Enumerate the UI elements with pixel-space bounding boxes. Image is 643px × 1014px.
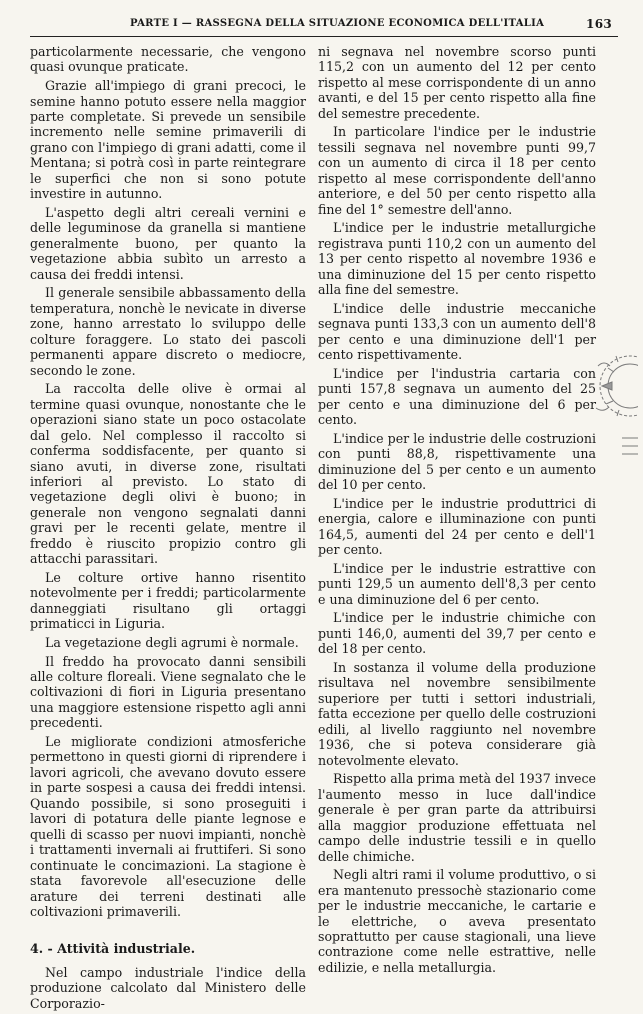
paragraph: Il freddo ha provocato danni sensibili alle colture floreali. Viene segnalato che le coltivazioni di fiori in Liguria presentano una maggiore estensione rispetto agli anni precedenti.: [30, 653, 306, 731]
right-column: [318, 44, 596, 979]
paragraph: In particolare l'indice per le industrie tessili segnava nel novembre punti 99,7 con un aumento di circa il 18 per cento rispetto al mese corrispondente dell'anno anteriore, e del 50 per cento rispetto alla fine del 1° semestre dell'anno.: [318, 124, 596, 217]
page-number: 163: [586, 17, 612, 31]
paragraph: L'indice per l'industria cartaria con punti 157,8 segnava un aumento del 25 per cento e una diminuzione del 6 per cento.: [318, 365, 596, 428]
paragraph: Grazie all'impiego di grani precoci, le semine hanno potuto essere nella maggior parte completate. Si prevede un sensibile incremento nelle semine primaverili di grano con l'impiego di grani adatti, come il Mentana; si potrà così in parte reintegrare le superfici che non si sono potute investire in autunno.: [30, 78, 306, 202]
paragraph: Negli altri rami il volume produttivo, o si era mantenuto pressochè stazionario come per le industrie meccaniche, le cartarie e le elettriche, o aveva presentato soprattutto per cause stagionali, una lieve contrazione come nelle estrattive, nelle edilizie, e nella metallurgia.: [318, 867, 596, 975]
paragraph: Le migliorate condizioni atmosferiche permettono in questi giorni di riprendere i lavori agricoli, che avevano dovuto essere in parte sospesi a causa dei freddi intensi. Quando possibile, si sono proseguiti i lavori di potatura delle piante legnose e quelli di scasso per nuovi impianti, nonchè i trattamenti invernali ai fruttiferi. Si sono continuate le concimazioni. La stagione è stata favorevole all'esecuzione delle arature dei terreni destinati alle coltivazioni primaverili.: [30, 733, 306, 919]
paragraph: L'indice delle industrie meccaniche segnava punti 133,3 con un aumento dell'8 per cento e una diminuzione dell'1 per cento rispettivamente.: [318, 300, 596, 363]
paragraph: particolarmente necessarie, che vengono quasi ovunque praticate.: [30, 44, 306, 75]
left-column: [30, 44, 306, 1014]
paragraph: L'indice per le industrie metallurgiche registrava punti 110,2 con un aumento del 13 per cento rispetto al novembre 1936 e una diminuzione del 15 per cento rispetto alla fine del semestre.: [318, 220, 596, 298]
paragraph: Rispetto alla prima metà del 1937 invece l'aumento messo in luce dall'indice generale è per gran parte da attribuirsi alla maggior produzione effettuata nel campo delle industrie tessili e in quello delle chimiche.: [318, 771, 596, 864]
paragraph: L'indice per le industrie delle costruzioni con punti 88,8, rispettivamente una diminuzione del 5 per cento e un aumento del 10 per cento.: [318, 430, 596, 493]
paragraph: L'indice per le industrie chimiche con punti 146,0, aumenti del 39,7 per cento e del 18 per cento.: [318, 610, 596, 657]
left-paragraphs-after-heading: [30, 965, 306, 1011]
paragraph: Il generale sensibile abbassamento della temperatura, nonchè le nevicate in diverse zone, hanno arrestato lo sviluppo delle colture foraggere. Lo stato dei pascoli permanenti appare discreto o mediocre, secondo le zone.: [30, 285, 306, 378]
right-paragraphs: [318, 44, 596, 975]
running-header-title: PARTE I — RASSEGNA DELLA SITUAZIONE ECONOMICA DELL'ITALIA: [130, 18, 545, 29]
paragraph: ni segnava nel novembre scorso punti 115,2 con un aumento del 12 per cento rispetto al mese corrispondente di un anno avanti, e del 15 per cento rispetto alla fine del semestre precedente.: [318, 44, 596, 121]
paragraph: L'indice per le industrie estrattive con punti 129,5 un aumento dell'8,3 per cento e una diminuzione del 6 per cento.: [318, 560, 596, 607]
paragraph: La raccolta delle olive è ormai al termine quasi ovunque, nonostante che le operazioni siano state un poco ostacolate dal gelo. Nel complesso il raccolto si conferma soddisfacente, per quanto si siano avuti, in diverse zone, risultati inferiori al previsto. Lo stato di vegetazione degli olivi è buono; in generale non vengono segnalati danni gravi per le recenti gelate, mentre il freddo è riuscito propizio contro gli attacchi parassitari.: [30, 381, 306, 567]
paragraph: Le colture ortive hanno risentito notevolmente per i freddi; particolarmente danneggiati risultano gli ortaggi primaticci in Liguria.: [30, 569, 306, 632]
paragraph: L'indice per le industrie produttrici di energia, calore e illuminazione con punti 164,5, aumenti del 24 per cento e dell'1 per cento.: [318, 495, 596, 558]
library-stamp-icon: [592, 346, 638, 466]
section-heading: 4. - Attività industriale.: [30, 941, 196, 957]
paragraph: L'aspetto degli altri cereali vernini e delle leguminose da granella si mantiene generalmente buono, per quanto la vegetazione abbia subìto un arresto a causa dei freddi intensi.: [30, 204, 306, 282]
paragraph: In sostanza il volume della produzione risultava nel novembre sensibilmente superiore per tutti i settori industriali, fatta eccezione per quello delle costruzioni edili, al livello raggiunto nel novembre 1936, che si poteva considerare già notevolmente elevato.: [318, 659, 596, 768]
left-paragraphs: [30, 44, 306, 919]
paragraph: Nel campo industriale l'indice della produzione calcolato dal Ministero delle Corporazio-: [30, 964, 306, 1011]
paragraph: La vegetazione degli agrumi è normale.: [45, 634, 299, 650]
running-header: [30, 14, 618, 37]
